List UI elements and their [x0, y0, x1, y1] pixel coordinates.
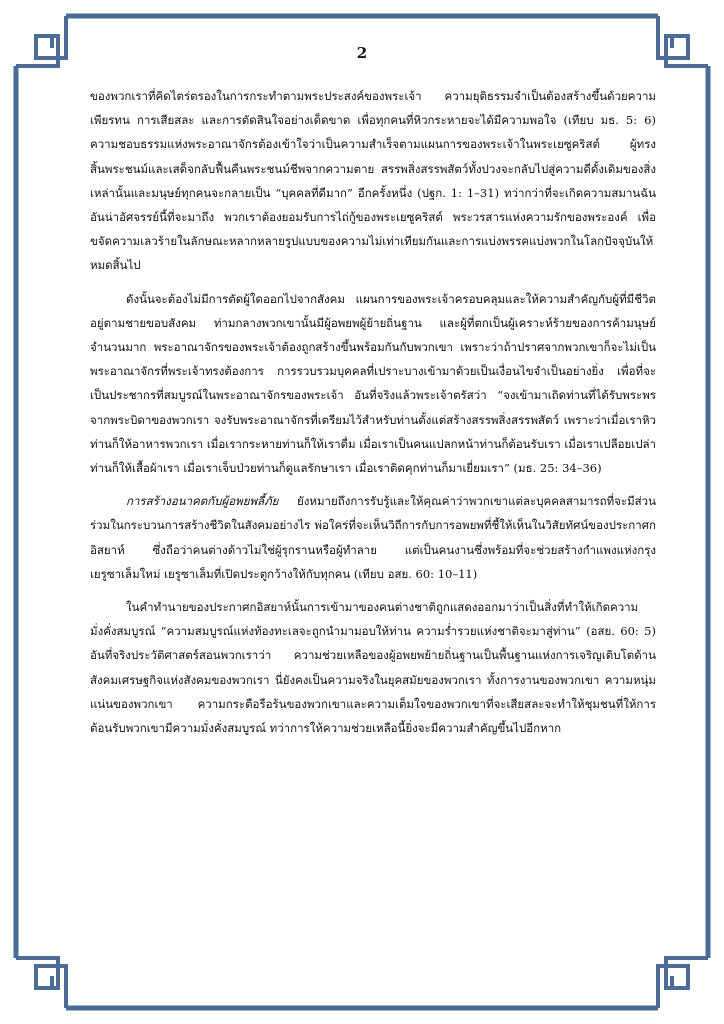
emphasized-phrase: การสร้างอนาคตกับผู้อพยพลี้ภัย [126, 494, 279, 509]
paragraph-text: ยังหมายถึงการรับรู้และให้คุณค่าว่าพวกเขาแต่ละบุคคลสามารถที่จะมีส่วนร่วมในกระบวนการสร้างชีวิตในสังคมอย่างไร พ่อใคร่ที่จะเห็นวิถีการกับการอพยพที่ชี้ให้เห็นในวิสัยทัศน์ของประกาศกอิสยาห์ ซึ่งถือว่าคนต่างด้าวไม่ใช่ผู้รุกรานหรือผู้ทำลาย แต่เป็นคนงานซึ่งพร้อมที่จะช่วยสร้างกำแพงแห่งกรุงเยรูซาเล็มใหม่ เยรูซาเล็มที่เปิดประตูกว้างให้กับทุกคน (เทียบ อสย. 60: 10–11) [90, 494, 656, 581]
paragraph: ของพวกเราที่คิดไตร่ตรองในการกระทำตามพระประสงค์ของพระเจ้า ความยุติธรรมจำเป็นต้องสร้างขึ้นด้วยความเพียรทน การเสียสละ และการตัดสินใจอย่างเด็ดขาด เพื่อทุกคนที่หิวกระหายจะได้มีความพอใจ (เทียบ มธ. 5: 6) ความชอบธรรมแห่งพระอาณาจักรต้องเข้าใจว่าเป็นความสำเร็จตามแผนการของพระเจ้าในพระเยซูคริสต์ ผู้ทรงสิ้นพระชนม์และเสด็จกลับฟื้นคืนพระชนม์ชีพจากความตาย สรรพสิ่งสรรพสัตว์ทั้งปวงจะกลับไปสู่ความดีดั้งเดิมของสิ่งเหล่านั้นและมนุษย์ทุกคนจะกลายเป็น “บุคคลที่ดีมาก” อีกครั้งหนึ่ง (ปฐก. 1: 1–31) ทว่ากว่าที่จะเกิดความสมานฉันอันน่าอัศจรรย์นี้ที่จะมาถึง พวกเราต้องยอมรับการไถ่กู้ของพระเยซูคริสต์ พระวรสารแห่งความรักของพระองค์ เพื่อขจัดความเลวร้ายในลักษณะหลากหลายรูปแบบของความไม่เท่าเทียมกันและการแบ่งพรรคแบ่งพวกในโลกปัจจุบันให้หมดสิ้นไป [90, 89, 656, 273]
paragraph [90, 489, 656, 586]
paragraph: ดังนั้นจะต้องไม่มีการตัดผู้ใดออกไปจากสังคม แผนการของพระเจ้าครอบคลุมและให้ความสำคัญกับผู้ที่มีชีวิตอยู่ตามชายขอบสังคม ท่ามกลางพวกเขานั้นมีผู้อพยพผู้ย้ายถิ่นฐาน และผู้ที่ตกเป็นผู้เคราะห์ร้ายของการค้ามนุษย์จำนวนมาก พระอาณาจักรของพระเจ้าต้องถูกสร้างขึ้นพร้อมกันกับพวกเขา เพราะว่าถ้าปราศจากพวกเขาก็จะไม่เป็นพระอาณาจักรที่พระเจ้าทรงต้องการ การรวบรวมบุคคลที่เปราะบางเข้ามาด้วยเป็นเงื่อนไขจำเป็นอย่างยิ่ง เพื่อที่จะเป็นประชากรที่สมบูรณ์ในพระอาณาจักรของพระเจ้า อันที่จริงแล้วพระเจ้าตรัสว่า “จงเข้ามาเถิดท่านที่ได้รับพระพรจากพระบิดาของพวกเรา จงรับพระอาณาจักรที่เตรียมไว้สำหรับท่านตั้งแต่สร้างสรรพสิ่งสรรพสัตว์ เพราะว่าเมื่อเราหิว ท่านก็ให้อาหารพวกเรา เมื่อเรากระหายท่านก็ให้เราดื่ม เมื่อเราเป็นคนแปลกหน้าท่านก็ต้อนรับเรา เมื่อเราเปลือยเปล่าท่านก็ให้เสื้อผ้าเรา เมื่อเราเจ็บป่วยท่านก็ดูแลรักษาเรา เมื่อเราติดคุกท่านก็มาเยี่ยมเรา” (มธ. 25: 34–36) [90, 291, 656, 476]
document-body [90, 84, 656, 749]
page-number: 2 [356, 44, 368, 62]
paragraph: ในคำทำนายของประกาศกอิสยาห์นั้นการเข้ามาของคนต่างชาติถูกแสดงออกมาว่าเป็นสิ่งที่ทำให้เกิดความมั่งคั่งสมบูรณ์ “ความสมบูรณ์แห่งท้องทะเลจะถูกนำมามอบให้ท่าน ความร่ำรวยแห่งชาติจะมาสู่ท่าน” (อสย. 60: 5) อันที่จริงประวัติศาสตร์สอนพวกเราว่า ความช่วยเหลือของผู้อพยพย้ายถิ่นฐานเป็นพื้นฐานแห่งการเจริญเติบโตด้านสังคมเศรษฐกิจแห่งสังคมของพวกเรา นี่ยังคงเป็นความจริงในยุคสมัยของพวกเรา ทั้งการงานของพวกเขา ความหนุ่มแน่นของพวกเขา ความกระตือรือร้นของพวกเขาและความเต็มใจของพวกเขาที่จะเสียสละจะทำให้ชุมชนที่ให้การต้อนรับพวกเขามีความมั่งคั่งสมบูรณ์ ทว่าการให้ความช่วยเหลือนี้ยิ่งจะมีความสำคัญขึ้นไปอีกหาก [90, 600, 656, 736]
